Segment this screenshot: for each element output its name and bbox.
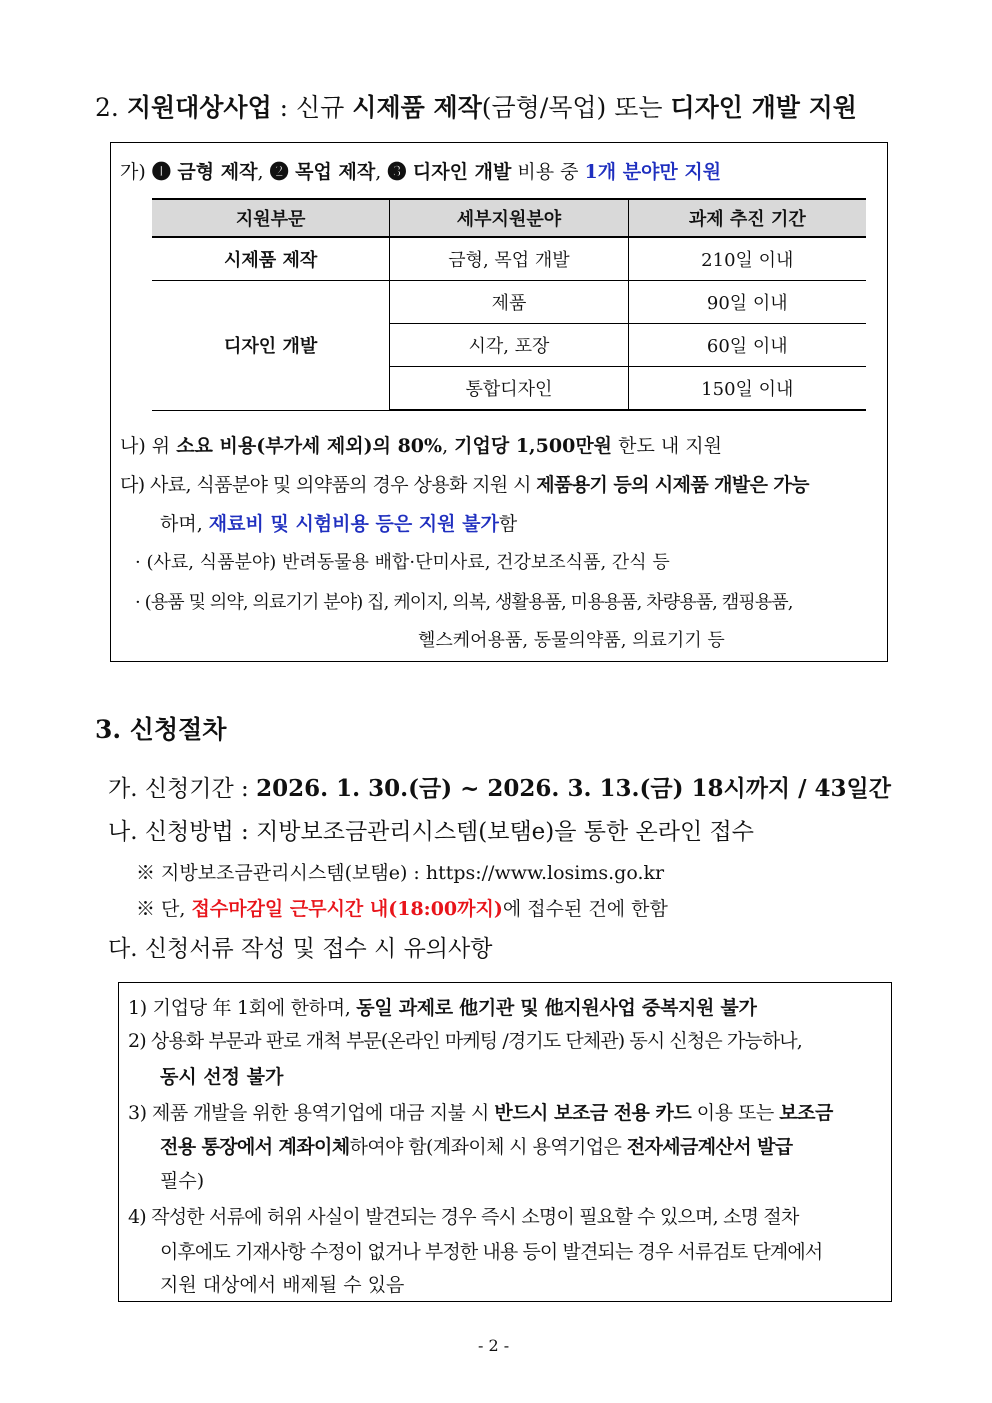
notice-2-line1: 2) 상용화 부문과 판로 개척 부문(온라인 마케팅 /경기도 단체관) 동시 신청은 가능하나, <box>128 1030 802 1052</box>
section2-title-bold2: 시제품 제작 <box>352 93 482 122</box>
note-deadline-tail: 에 접수된 건에 한함 <box>502 898 668 920</box>
item-b-sep: , <box>442 435 455 457</box>
documents-title: 다. 신청서류 작성 및 접수 시 유의사항 <box>108 936 493 962</box>
row-field: 시각, 포장 <box>390 324 628 367</box>
item-a-marker: 가) <box>120 161 152 183</box>
notice-1-plain: 1) 기업당 年 1회에 한하며, <box>128 997 357 1019</box>
notice-4-line1: 4) 작성한 서류에 허위 사실이 발견되는 경우 즉시 소명이 필요할 수 있으며, 소명 절차 <box>128 1206 799 1228</box>
item-c-line1-plain: 다) 사료, 식품분야 및 의약품의 경우 상용화 지원 시 <box>120 474 537 496</box>
item-a-part1: ❶ 금형 제작 <box>151 161 258 183</box>
item-a <box>120 157 721 184</box>
notice-4-line3: 지원 대상에서 배제될 수 있음 <box>160 1274 405 1296</box>
item-b-marker: 나) 위 <box>120 435 177 457</box>
item-a-mid: 비용 중 <box>511 161 585 183</box>
note-system: ※ 지방보조금관리시스템(보탬e) : https://www.losims.go.kr <box>136 862 665 884</box>
item-c-line1 <box>120 470 809 497</box>
row-period: 150일 이내 <box>628 367 866 411</box>
section2-title-paren: (금형/목업) <box>481 93 607 122</box>
notice-1 <box>128 993 757 1020</box>
note-deadline-prefix: ※ 단, <box>136 898 192 920</box>
notice-3-line1-bold1: 반드시 보조금 전용 카드 <box>494 1102 692 1124</box>
notice-1-bold: 동일 과제로 他기관 및 他지원사업 중복지원 불가 <box>356 997 757 1019</box>
section2-title-bold3: 디자인 개발 지원 <box>670 93 857 122</box>
item-a-sep2: , <box>375 161 388 183</box>
item-a-highlight: 1개 분야만 지원 <box>584 161 722 183</box>
item-b-bold2: 기업당 1,500만원 <box>454 435 613 457</box>
notice-4-line2: 이후에도 기재사항 수정이 없거나 부정한 내용 등이 발견되는 경우 서류검토 단계에서 <box>160 1241 823 1263</box>
row-field: 금형, 목업 개발 <box>390 237 628 281</box>
table-row <box>152 237 866 281</box>
notice-3-line1-bold2: 보조금 <box>779 1102 833 1124</box>
notice-3-line2 <box>160 1132 793 1159</box>
section2-title <box>95 88 857 124</box>
header-category: 지원부문 <box>152 199 390 237</box>
application-period <box>108 770 891 803</box>
header-period: 과제 추진 기간 <box>628 199 866 237</box>
item-c-line1-bold: 제품용기 등의 시제품 개발은 가능 <box>536 474 809 496</box>
item-b-bold1: 소요 비용(부가세 제외)의 80% <box>176 435 443 457</box>
row-period: 90일 이내 <box>628 281 866 324</box>
notice-3-line1-plain: 3) 제품 개발을 위한 용역기업에 대금 지불 시 <box>128 1102 495 1124</box>
table-row <box>152 281 866 324</box>
item-c-line2-plain: 하며, <box>160 513 209 535</box>
notice-3-line2-bold2: 전자세금계산서 발급 <box>626 1136 793 1158</box>
section3-title: 3. 신청절차 <box>95 715 227 744</box>
item-c-line2-blue: 재료비 및 시험비용 등은 지원 불가 <box>208 513 499 535</box>
section2-title-mid: : 신규 <box>271 93 353 122</box>
application-period-value: 2026. 1. 30.(금) ~ 2026. 3. 13.(금) 18시까지 / 43일간 <box>256 775 891 802</box>
item-a-sep1: , <box>257 161 270 183</box>
row-period: 60일 이내 <box>628 324 866 367</box>
table-header-row <box>152 199 866 237</box>
notice-3-line2-bold: 전용 통장에서 계좌이체 <box>160 1136 350 1158</box>
notice-3-line2-plain: 하여야 함(계좌이체 시 용역기업은 <box>349 1136 627 1158</box>
application-method: 나. 신청방법 : 지방보조금관리시스템(보탬e)을 통한 온라인 접수 <box>108 819 754 845</box>
item-b <box>120 431 722 458</box>
notice-2-line2: 동시 선정 불가 <box>160 1066 284 1088</box>
page-number: - 2 - <box>478 1336 510 1355</box>
bullet-feed: · (사료, 식품분야) 반려동물용 배합·단미사료, 건강보조식품, 간식 등 <box>135 552 670 573</box>
row-category: 디자인 개발 <box>152 281 390 411</box>
row-category: 시제품 제작 <box>152 237 390 281</box>
bullet-goods-line2: 헬스케어용품, 동물의약품, 의료기기 등 <box>418 630 725 651</box>
section2-title-bold: 지원대상사업 <box>126 93 272 122</box>
note-deadline <box>136 894 668 921</box>
notice-3-line1 <box>128 1098 833 1125</box>
item-c-line2 <box>160 509 517 536</box>
notice-3-line1-mid: 이용 또는 <box>691 1102 780 1124</box>
section2-number: 2. <box>95 93 127 122</box>
row-field: 제품 <box>390 281 628 324</box>
row-field: 통합디자인 <box>390 367 628 411</box>
application-period-label: 가. 신청기간 : <box>108 776 257 802</box>
item-b-tail: 한도 내 지원 <box>612 435 722 457</box>
item-a-part2: ❷ 목업 제작 <box>269 161 376 183</box>
row-period: 210일 이내 <box>628 237 866 281</box>
note-deadline-red: 접수마감일 근무시간 내(18:00까지) <box>191 898 503 920</box>
bullet-goods-line1: · (용품 및 의약, 의료기기 분야) 집, 케이지, 의복, 생활용품, 미용용품, 차량용품, 캠핑용품, <box>135 592 793 613</box>
notice-3-line3: 필수) <box>160 1170 205 1192</box>
item-a-part3: ❸ 디자인 개발 <box>387 161 512 183</box>
support-table <box>152 198 866 411</box>
item-c-line2-tail: 함 <box>498 513 518 535</box>
header-field: 세부지원분야 <box>390 199 628 237</box>
section2-title-mid2: 또는 <box>606 93 671 122</box>
